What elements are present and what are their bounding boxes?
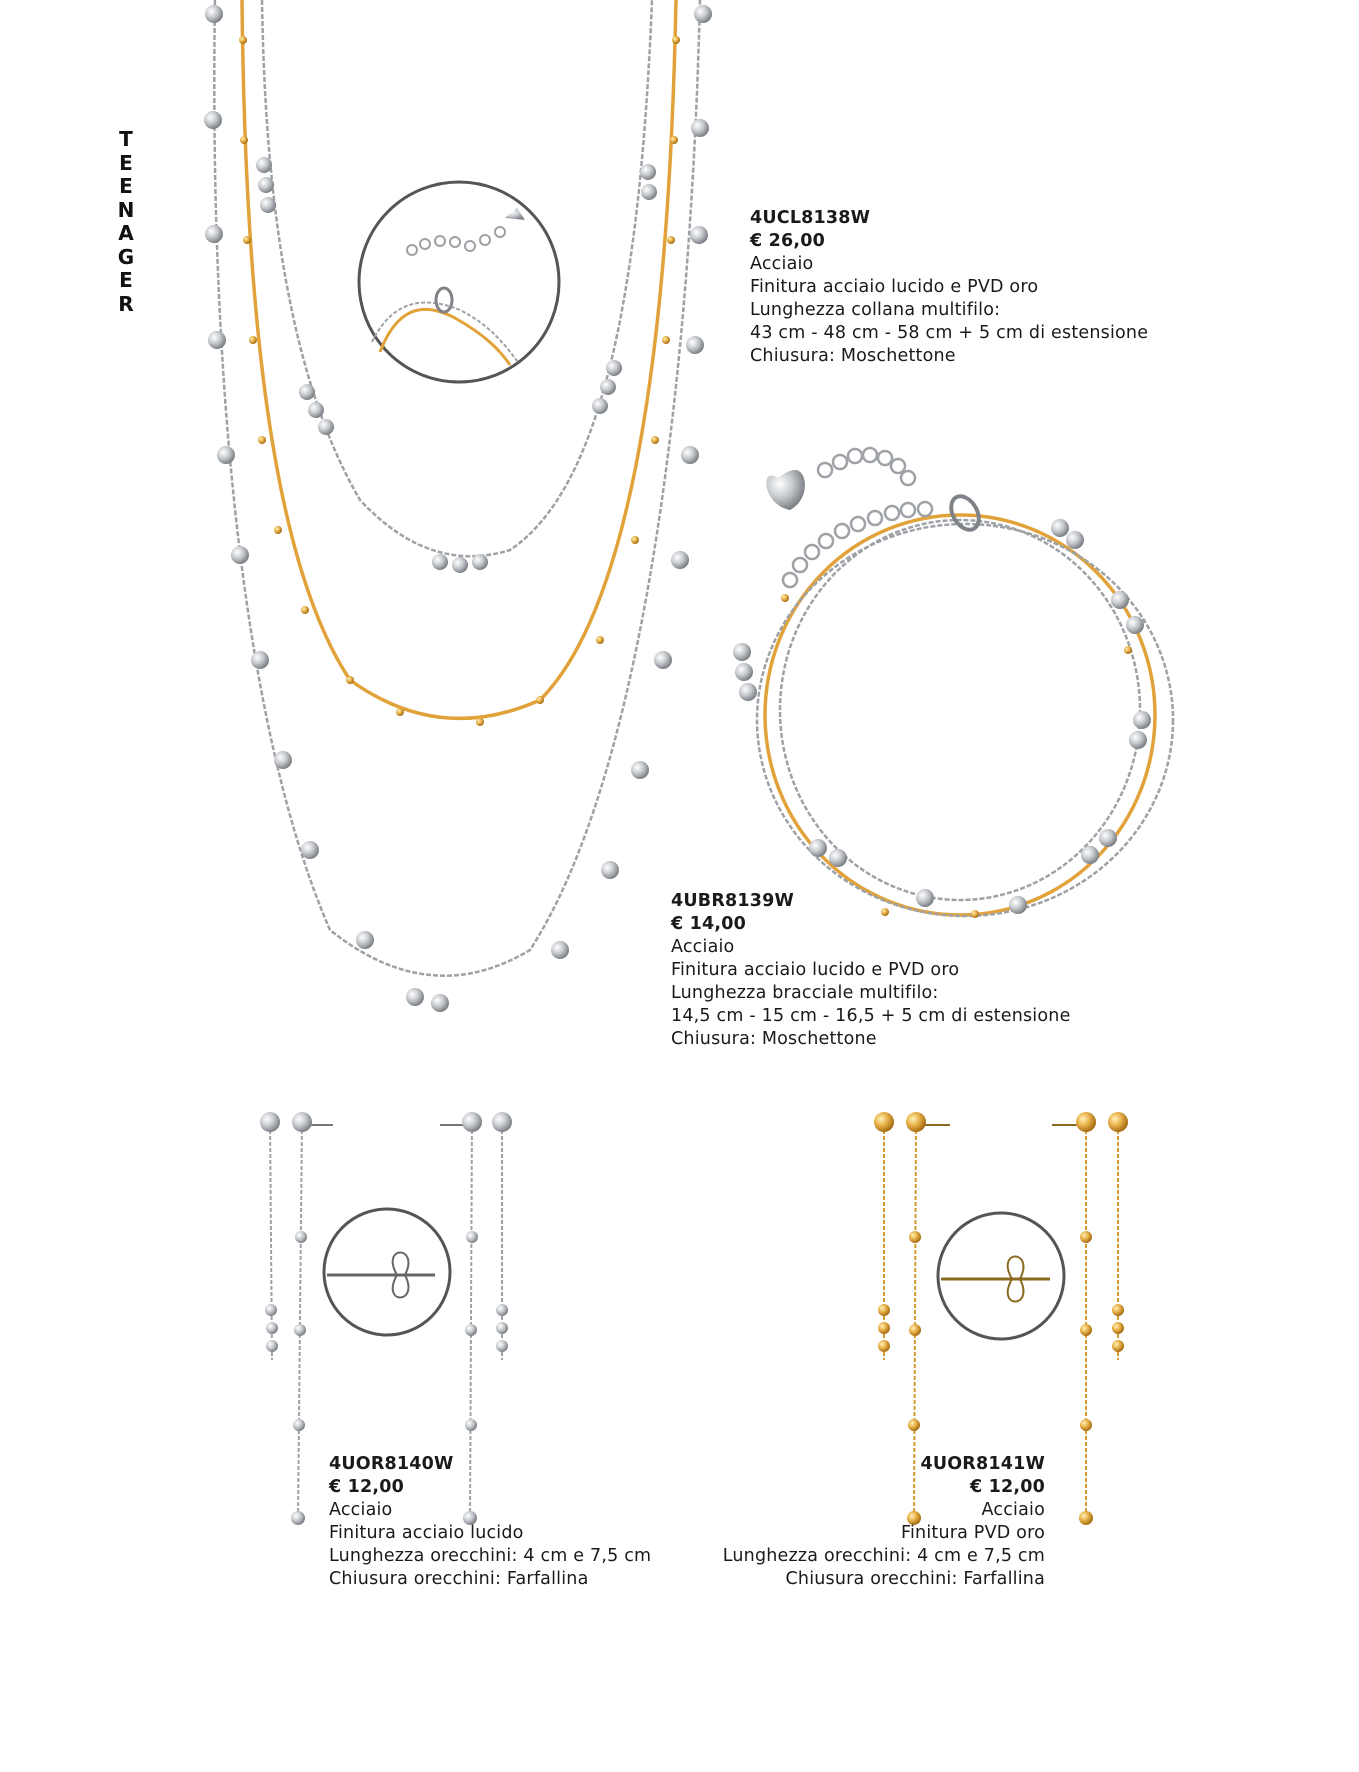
product-necklace-info	[750, 207, 1148, 368]
product-length: Lunghezza orecchini: 4 cm e 7,5 cm	[722, 1546, 1045, 1566]
product-price: € 12,00	[969, 1477, 1045, 1497]
product-finish: Finitura acciaio lucido	[329, 1523, 524, 1543]
product-finish: Finitura acciaio lucido e PVD oro	[671, 960, 960, 980]
section-letter: N	[117, 197, 135, 222]
product-length-label: Lunghezza collana multifilo:	[750, 300, 1001, 320]
product-material: Acciaio	[671, 937, 735, 957]
product-price: € 26,00	[750, 231, 826, 251]
section-letter: T	[119, 127, 133, 151]
necklace-outer-strand	[214, 0, 700, 976]
product-length-label: Lunghezza bracciale multifilo:	[671, 983, 939, 1003]
product-length: Lunghezza orecchini: 4 cm e 7,5 cm	[329, 1546, 652, 1566]
product-closure: Chiusura: Moschettone	[750, 346, 956, 366]
product-finish: Finitura PVD oro	[900, 1523, 1045, 1543]
product-material: Acciaio	[329, 1500, 393, 1520]
section-letter: E	[119, 174, 133, 198]
product-finish: Finitura acciaio lucido e PVD oro	[750, 277, 1039, 297]
product-length-value: 43 cm - 48 cm - 58 cm + 5 cm di estensione	[750, 323, 1149, 343]
product-closure: Chiusura: Moschettone	[671, 1029, 877, 1049]
product-closure: Chiusura orecchini: Farfallina	[785, 1569, 1045, 1589]
section-letter: E	[119, 150, 133, 175]
section-letter: E	[119, 268, 133, 292]
product-code: 4UOR8141W	[920, 1454, 1045, 1474]
product-price: € 14,00	[671, 914, 747, 934]
section-letter: A	[118, 221, 134, 245]
product-material: Acciaio	[750, 254, 814, 274]
product-material: Acciaio	[981, 1500, 1045, 1520]
bracelet-image	[733, 448, 1173, 918]
section-letter: G	[117, 244, 135, 269]
product-closure: Chiusura orecchini: Farfallina	[329, 1569, 589, 1589]
section-letter: R	[118, 291, 134, 316]
product-code: 4UBR8139W	[671, 891, 795, 911]
product-bracelet-info	[671, 890, 1071, 1051]
product-silver-earrings-info	[329, 1453, 651, 1591]
product-code: 4UOR8140W	[329, 1454, 454, 1474]
necklace-outer-beads	[204, 5, 712, 1012]
product-length-value: 14,5 cm - 15 cm - 16,5 + 5 cm di estensione	[671, 1006, 1071, 1026]
product-code: 4UCL8138W	[750, 208, 871, 228]
necklace-clasp-detail	[359, 182, 559, 382]
product-gold-earrings-info	[723, 1453, 1045, 1591]
product-price: € 12,00	[329, 1477, 405, 1497]
